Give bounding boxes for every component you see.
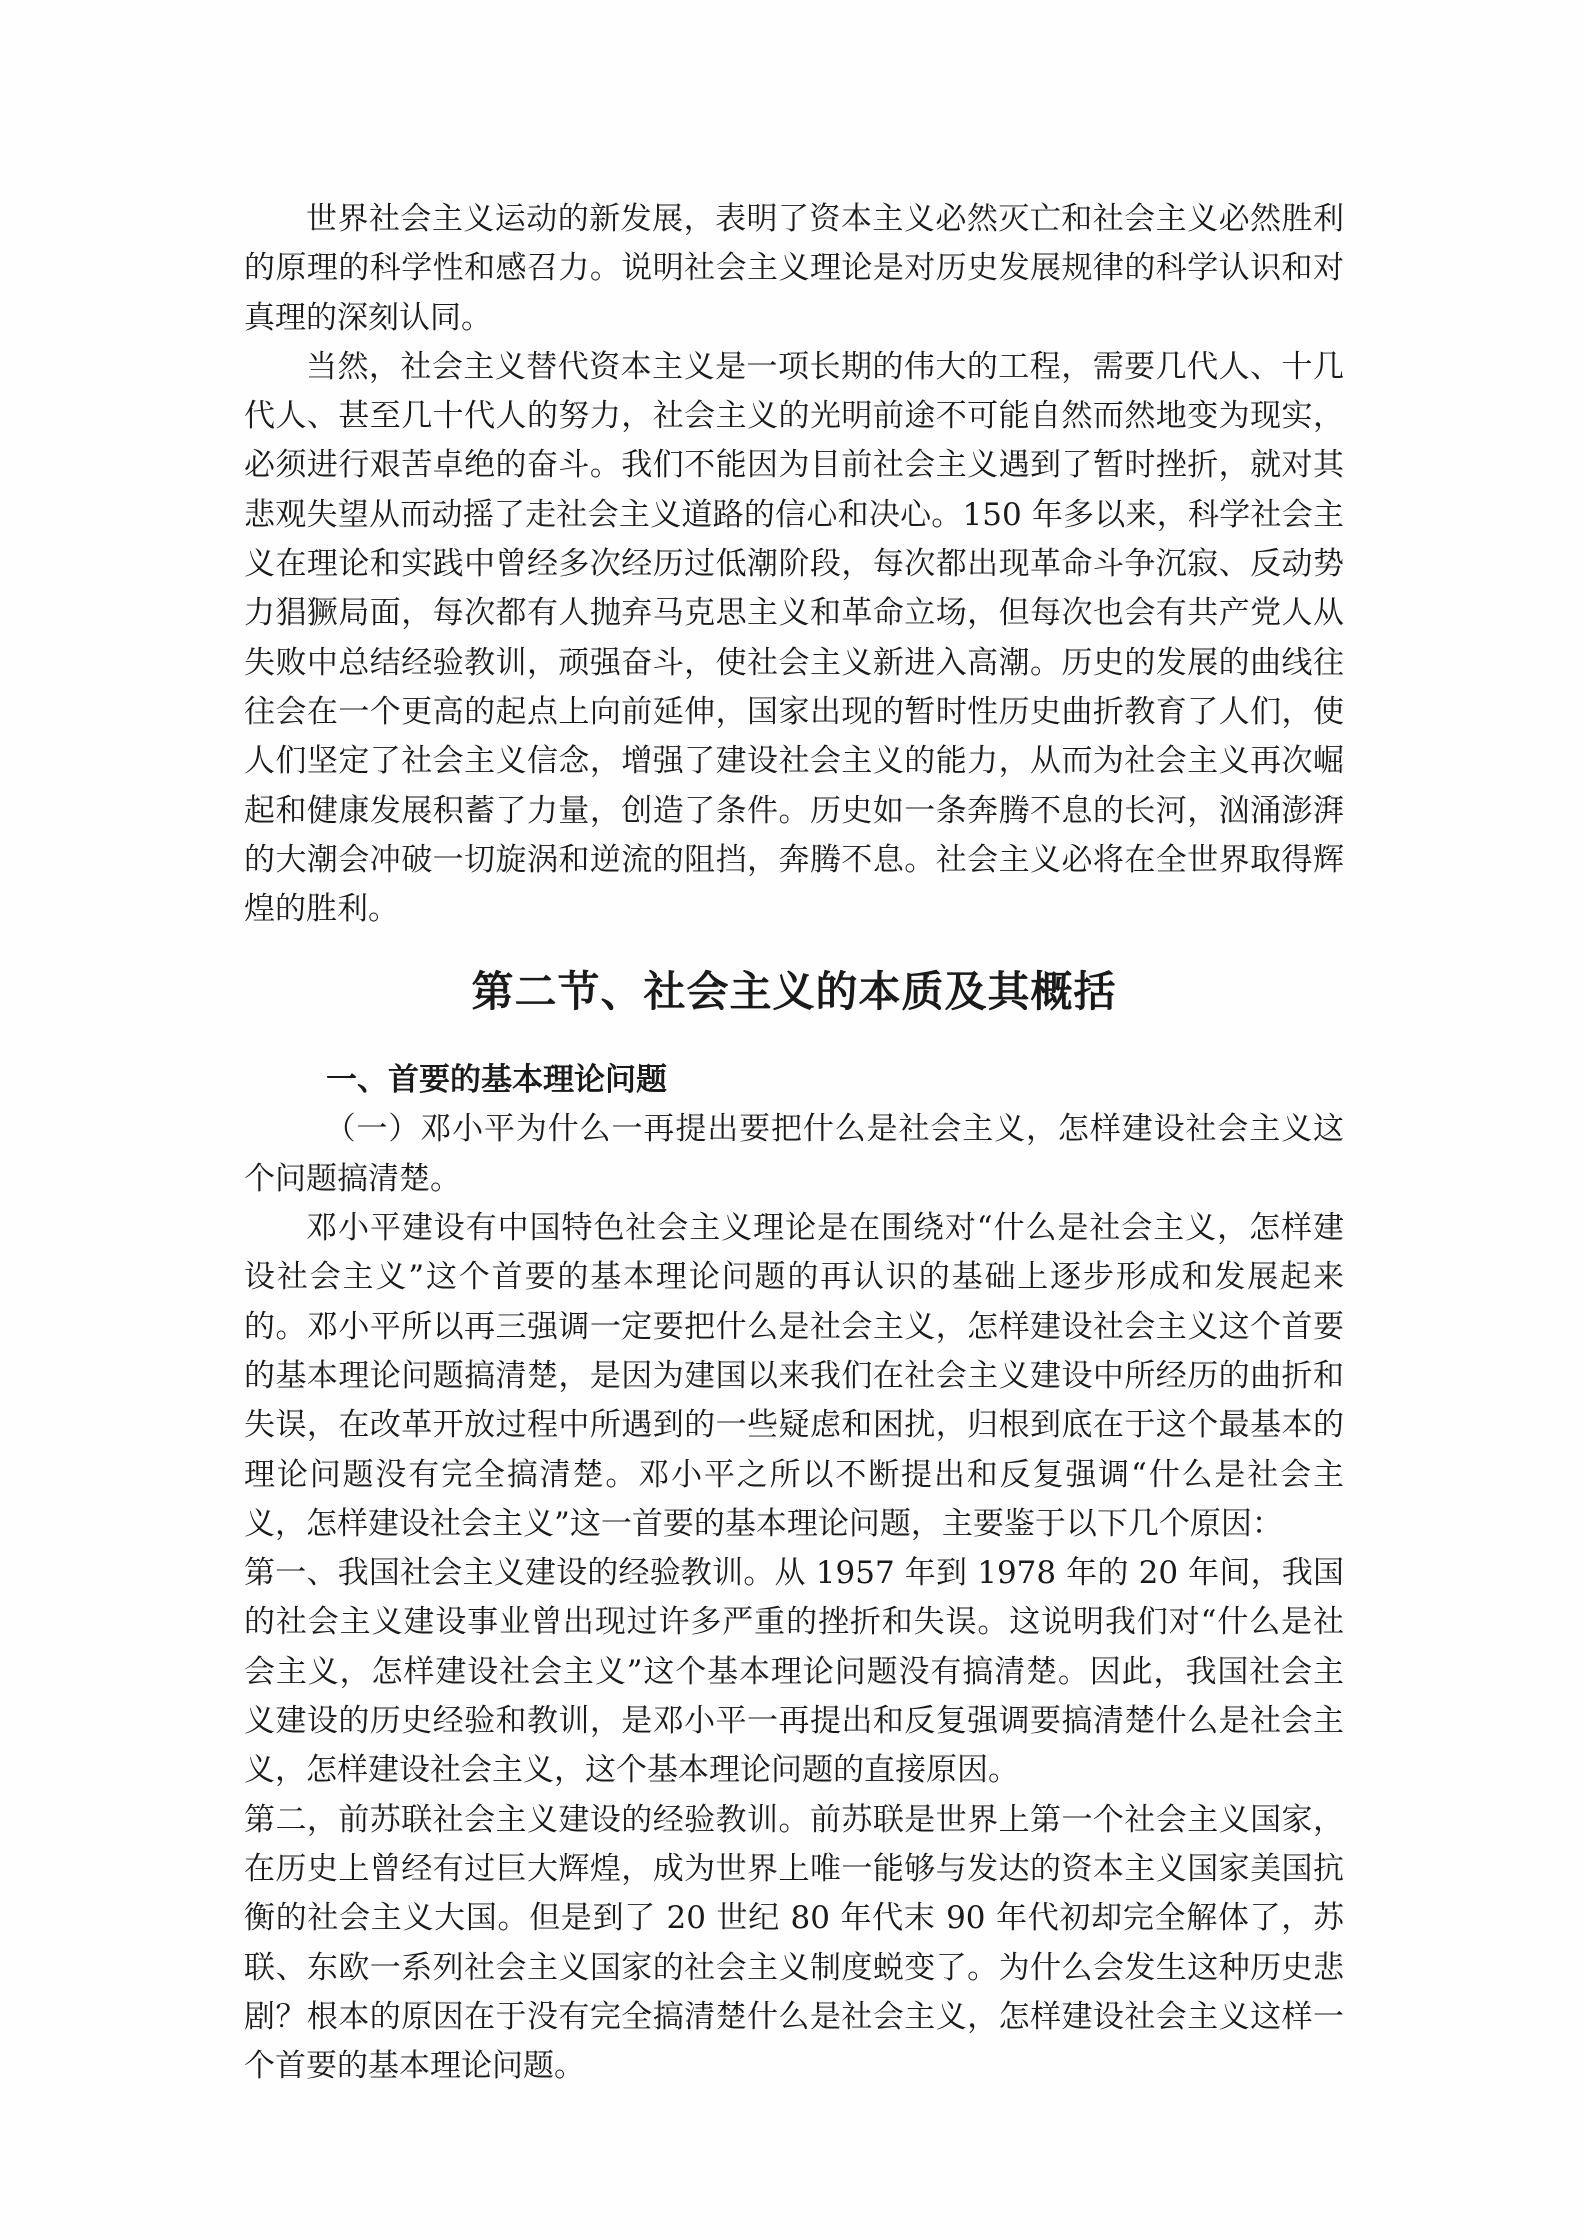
- paragraph-deng-theory: 邓小平建设有中国特色社会主义理论是在围绕对“什么是社会主义，怎样建设社会主义”这个首要的基本理论问题的再认识的基础上逐步形成和发展起来的。邓小平所以再三强调一定要把什么是社会主义，怎样建设社会主义这个首要的基本理论问题搞清楚，是因为建国以来我们在社会主义建设中所经历的曲折和失误，在改革开放过程中所遇到的一些疑虑和困扰，归根到底在于这个最基本的理论问题没有完全搞清楚。邓小平之所以不断提出和反复强调“什么是社会主义，怎样建设社会主义”这一首要的基本理论问题，主要鉴于以下几个原因：: [244, 1210, 1344, 1542]
- paragraph-long-struggle: 当然，社会主义替代资本主义是一项长期的伟大的工程，需要几代人、十几代人、甚至几十代人的努力，社会主义的光明前途不可能自然而然地变为现实，必须进行艰苦卓绝的奋斗。我们不能因为目前社会主义遇到了暂时挫折，就对其悲观失望从而动摇了走社会主义道路的信心和决心。150 年多以来，科学社会主义在理论和实践中曾经多次经历过低潮阶段，每次都出现革命斗争沉寂、反动势力猖獗局面，每次都有人抛弃马克思主义和革命立场，但每次也会有共产党人从失败中总结经验教训，顽强奋斗，使社会主义新进入高潮。历史的发展的曲线往往会在一个更高的起点上向前延伸，国家出现的暂时性历史曲折教育了人们，使人们坚定了社会主义信念，增强了建设社会主义的能力，从而为社会主义再次崛起和健康发展积蓄了力量，创造了条件。历史如一条奔腾不息的长河，汹涌澎湃的大潮会冲破一切旋涡和逆流的阻挡，奔腾不息。社会主义必将在全世界取得辉煌的胜利。: [244, 348, 1344, 928]
- paragraph-world-socialism: 世界社会主义运动的新发展，表明了资本主义必然灭亡和社会主义必然胜利的原理的科学性和感召力。说明社会主义理论是对历史发展规律的科学认识和对真理的深刻认同。: [244, 201, 1344, 336]
- document-body: [244, 195, 1344, 2091]
- paragraph-point-one: 第一、我国社会主义建设的经验教训。从 1957 年到 1978 年的 20 年间，我国的社会主义建设事业曾出现过许多严重的挫折和失误。这说明我们对“什么是社会主义，怎样建设社会主义”这个基本理论问题没有搞清楚。因此，我国社会主义建设的历史经验和教训，是邓小平一再提出和反复强调要搞清楚什么是社会主义，怎样建设社会主义，这个基本理论问题的直接原因。: [244, 1555, 1344, 1789]
- paragraph-point-two: 第二，前苏联社会主义建设的经验教训。前苏联是世界上第一个社会主义国家，在历史上曾经有过巨大辉煌，成为世界上唯一能够与发达的资本主义国家美国抗衡的社会主义大国。但是到了 20 世纪 80 年代末 90 年代初却完全解体了，苏联、东欧一系列社会主义国家的社会主义制度蜕变了。为什么会发生这种历史悲剧？根本的原因在于没有完全搞清楚什么是社会主义，怎样建设社会主义这样一个首要的基本理论问题。: [244, 1801, 1344, 2085]
- section-title: 第二节、社会主义的本质及其概括: [471, 967, 1117, 1017]
- subsub-title: （一）邓小平为什么一再提出要把什么是社会主义，怎样建设社会主义这个问题搞清楚。: [244, 1111, 1344, 1197]
- subsection-title: 一、首要的基本理论问题: [326, 1062, 667, 1099]
